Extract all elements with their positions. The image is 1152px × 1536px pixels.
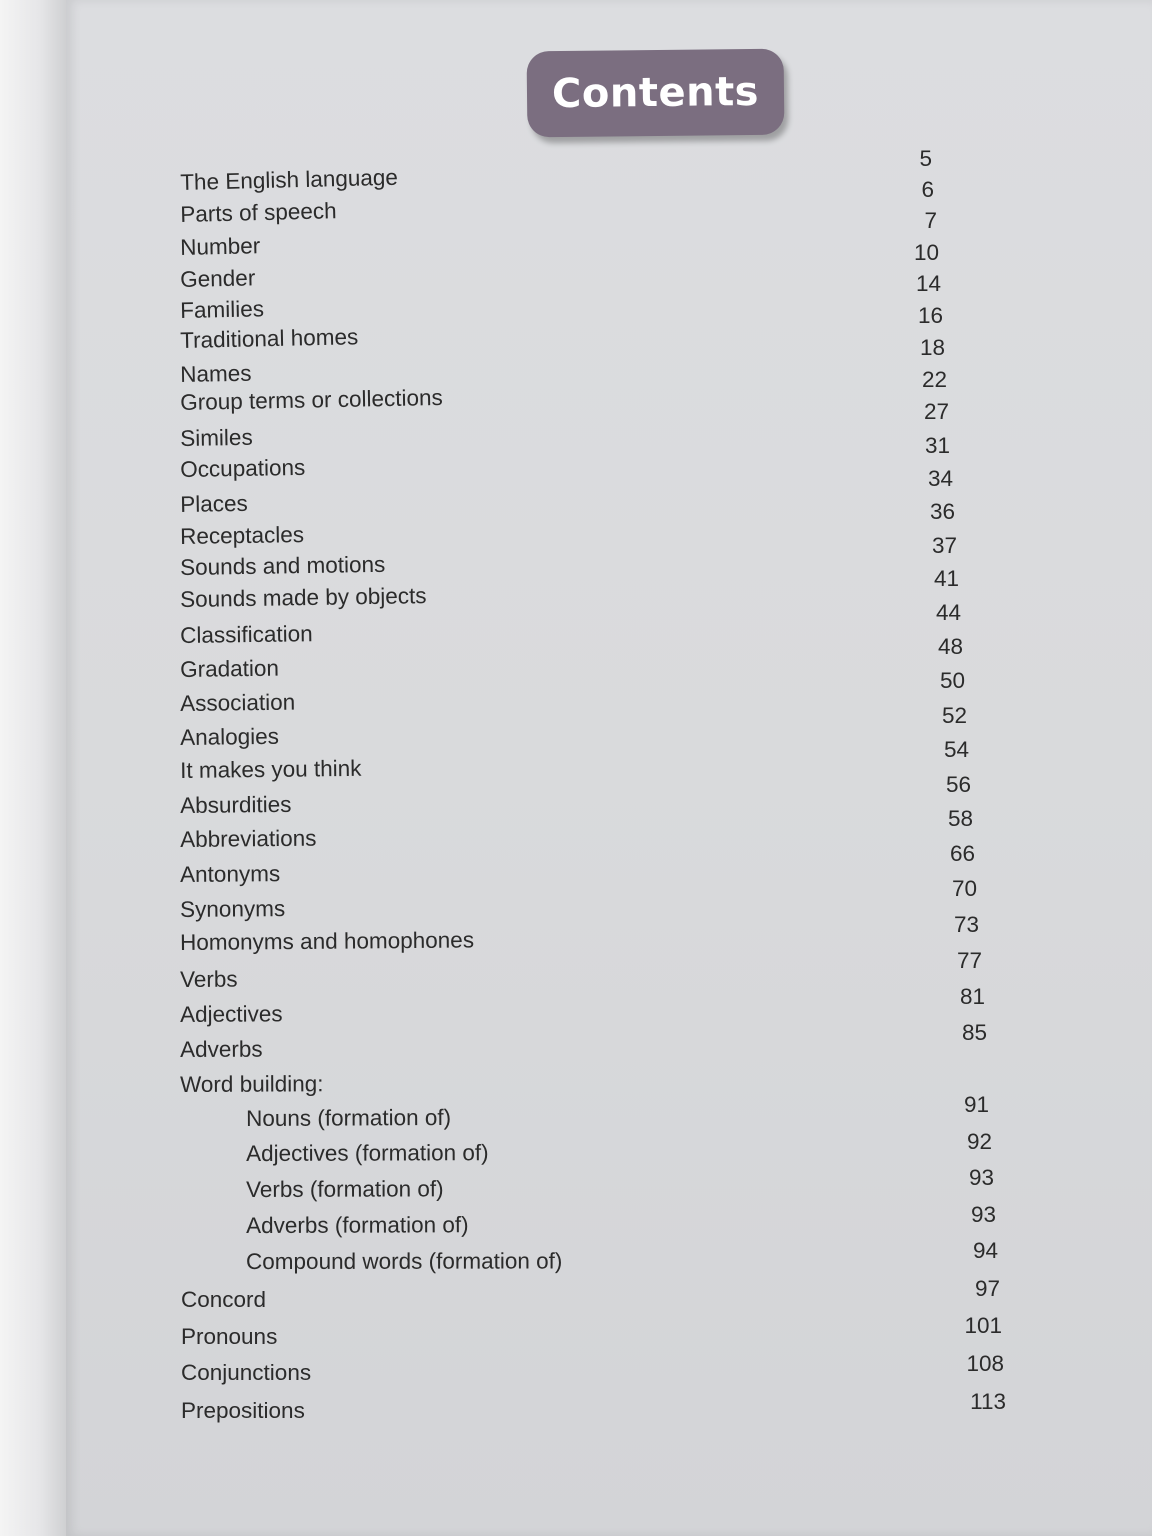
- toc-page-number: 22: [921, 367, 947, 392]
- contents-title: Contents: [527, 49, 785, 138]
- toc-entry: Homonyms and homophones: [179, 927, 475, 955]
- toc-entry: Group terms or collections: [179, 384, 444, 415]
- toc-page-number: 73: [953, 912, 979, 937]
- toc-entry: Prepositions: [181, 1398, 305, 1423]
- toc-entry: Analogies: [179, 723, 280, 750]
- toc-page-number: 93: [970, 1202, 996, 1227]
- toc-page-number: 81: [959, 984, 985, 1009]
- toc-entry: Nouns (formation of): [245, 1104, 452, 1131]
- toc-page-number: 31: [924, 433, 950, 458]
- toc-entry: Adjectives: [179, 1001, 283, 1027]
- toc-entry: Abbreviations: [179, 825, 317, 852]
- toc-page-number: 108: [966, 1351, 1004, 1376]
- toc-entry: Adverbs: [179, 1036, 263, 1062]
- toc-page-number: 36: [929, 499, 955, 524]
- toc-page-number: 85: [961, 1020, 987, 1045]
- toc-page-number: 93: [968, 1165, 994, 1190]
- toc-page-number: 113: [970, 1389, 1006, 1414]
- toc-page-number: 50: [939, 668, 965, 693]
- toc-entry: Receptacles: [179, 522, 305, 549]
- toc-entry: Conjunctions: [181, 1360, 312, 1385]
- toc-entry: Verbs: [179, 966, 238, 992]
- toc-page-number: 18: [919, 335, 945, 360]
- toc-entry: Verbs (formation of): [245, 1176, 444, 1202]
- toc-page-number: 66: [949, 841, 975, 866]
- toc-page-number: 52: [941, 703, 967, 728]
- toc-page-number: 14: [915, 271, 941, 296]
- toc-page-number: 58: [947, 806, 973, 831]
- toc-page-number: 91: [963, 1092, 989, 1117]
- toc-page-number: 94: [972, 1238, 998, 1263]
- toc-entry: The English language: [179, 164, 399, 195]
- toc-entry: Pronouns: [181, 1324, 278, 1349]
- toc-entry: Association: [179, 689, 296, 716]
- toc-page-number: 37: [931, 533, 957, 558]
- toc-entry: Sounds made by objects: [179, 583, 427, 612]
- toc-page-number: 97: [974, 1276, 1000, 1301]
- toc-entry: Gender: [179, 265, 256, 292]
- toc-page-number: 101: [964, 1313, 1002, 1338]
- toc-entry: Traditional homes: [179, 324, 359, 353]
- toc-entry: Compound words (formation of): [245, 1248, 563, 1274]
- toc-page-number: 77: [956, 948, 982, 973]
- toc-page-number: 56: [945, 772, 971, 797]
- toc-entry: Families: [179, 296, 265, 323]
- toc-entry: Sounds and motions: [179, 551, 386, 580]
- toc-entry: Number: [179, 233, 261, 260]
- toc-page-number: 70: [951, 876, 977, 901]
- toc-page-number: 27: [923, 399, 949, 424]
- toc-entry: Places: [179, 490, 248, 517]
- toc-entry: Concord: [181, 1287, 267, 1312]
- toc-entry: Parts of speech: [179, 198, 337, 227]
- toc-entry: Names: [179, 360, 252, 387]
- toc-entry: Adverbs (formation of): [245, 1212, 469, 1238]
- toc-entry: It makes you think: [179, 755, 362, 783]
- toc-entry: Absurdities: [179, 791, 292, 818]
- toc-page-number: 54: [943, 737, 969, 762]
- toc-page-number: 7: [924, 208, 937, 233]
- toc-entry: Classification: [179, 621, 313, 648]
- toc-page-number: 16: [917, 303, 943, 328]
- toc-page-number: 5: [919, 146, 932, 171]
- toc-page-number: 41: [933, 566, 959, 591]
- toc-entry: Synonyms: [179, 896, 286, 922]
- toc-page-number: 6: [921, 177, 934, 202]
- toc-page-number: 44: [935, 600, 961, 625]
- toc-page-number: 34: [927, 466, 953, 491]
- toc-entry: Word building:: [179, 1071, 324, 1097]
- toc-entry: Occupations: [179, 454, 306, 482]
- toc-page-number: 10: [913, 240, 939, 265]
- toc-entry: Adjectives (formation of): [245, 1140, 489, 1166]
- toc-page-number: 92: [966, 1129, 992, 1154]
- toc-entry: Similes: [179, 424, 253, 451]
- toc-page-number: 48: [937, 634, 963, 659]
- toc-entry: Antonyms: [179, 861, 281, 887]
- toc-entry: Gradation: [179, 655, 280, 682]
